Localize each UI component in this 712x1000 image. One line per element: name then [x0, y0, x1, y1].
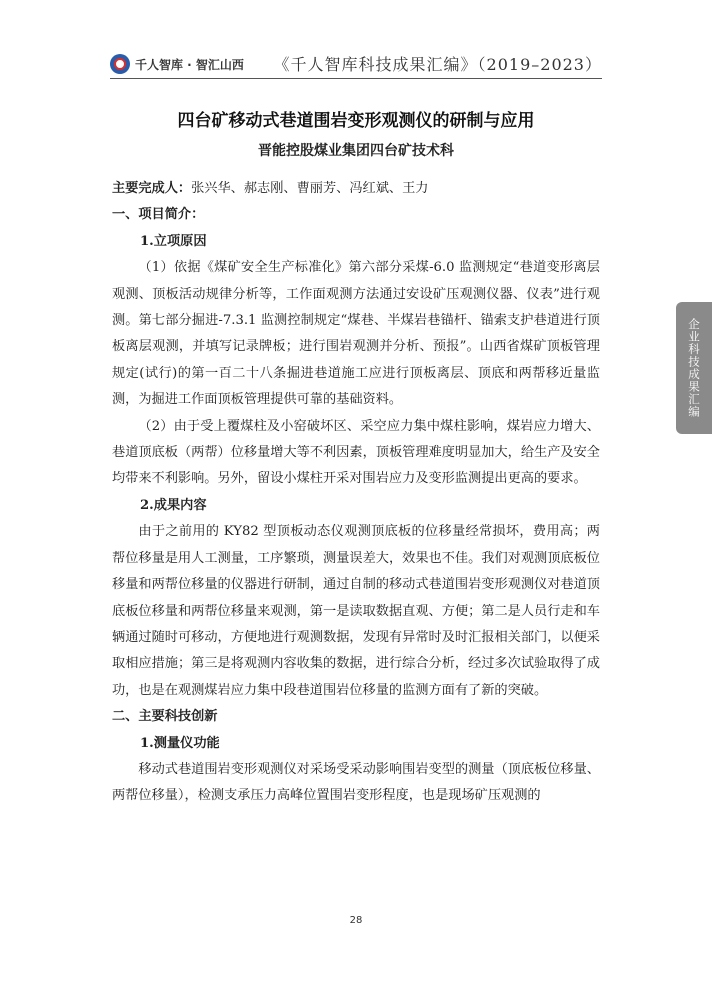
publication-title: 《千人智库科技成果汇编》（2019–2023） — [273, 55, 602, 74]
article-body — [112, 176, 600, 810]
article-affiliation: 晋能控股煤业集团四台矿技术科 — [258, 143, 454, 159]
article-title: 四台矿移动式巷道围岩变形观测仪的研制与应用 — [177, 111, 535, 131]
contributors-label: 主要完成人： — [112, 181, 192, 196]
subsection-heading-1-1: 1.立项原因 — [140, 233, 207, 249]
header-divider — [110, 78, 602, 79]
brand-logo-text: 千人智库 · 智汇山西 — [135, 57, 244, 72]
subsection-heading-1-2: 2.成果内容 — [140, 497, 207, 513]
paragraph: 移动式巷道围岩变形观测仪对采场受采动影响围岩变型的测量（顶底板位移量、两帮位移量），检测支承压力高峰位置围岩变形程度，也是现场矿压观测的 — [112, 761, 600, 804]
subsection-heading-2-1: 1.测量仪功能 — [140, 735, 220, 751]
paragraph: （2）由于受上覆煤柱及小窑破坏区、采空应力集中煤柱影响，煤岩应力增大、巷道顶底板（两帮）位移量增大等不利因素，顶板管理难度明显加大，给生产及安全均带来不利影响。另外，留设小煤柱开采对围岩应力及变形监测提出更高的要求。 — [112, 418, 600, 487]
section-heading-1: 一、项目简介： — [112, 207, 205, 223]
page-header — [110, 50, 602, 80]
paragraph: （1）依据《煤矿安全生产标准化》第六部分采煤-6.0 监测规定“巷道变形离层观测、顶板活动规律分析等，工作面观测方法通过安设矿压观测仪器、仪表”进行观测。第七部分掘进-7.3.1 监测控制规定“煤巷、半煤岩巷锚杆、锚索支护巷道进行顶板离层观测，并填写记录牌板；进行围岩观测并分析、预报”。山西省煤矿顶板管理规定(试行)的第一百二十八条掘进巷道施工应进行顶板离层、顶底和两帮移近量监测，为掘进工作面顶板管理提供可靠的基础资料。 — [112, 260, 600, 408]
side-section-tab — [676, 302, 712, 434]
brand-logo-icon — [110, 54, 130, 74]
brand-logo — [110, 54, 244, 74]
side-section-tab-label: 企业科技成果汇编 — [687, 318, 701, 418]
page-number: 28 — [349, 915, 363, 926]
contributors-names: 张兴华、郝志刚、曹丽芳、冯红斌、王力 — [191, 181, 429, 196]
section-heading-2: 二、主要科技创新 — [112, 709, 218, 725]
contributors-line — [112, 176, 600, 202]
paragraph: 由于之前用的 KY82 型顶板动态仪观测顶底板的位移量经常损坏，费用高；两帮位移量是用人工测量，工序繁琐，测量误差大，效果也不佳。我们对观测顶底板位移量和两帮位移量的仪器进行研制，通过自制的移动式巷道围岩变形观测仪对巷道顶底板位移量和两帮位移量来观测，第一是读取数据直观、方便；第二是人员行走和车辆通过随时可移动，方便地进行观测数据，发现有异常时及时汇报相关部门，以便采取相应措施；第三是将观测内容收集的数据，进行综合分析，经过多次试验取得了成功，也是在观测煤岩应力集中段巷道围岩位移量的监测方面有了新的突破。 — [112, 524, 600, 698]
